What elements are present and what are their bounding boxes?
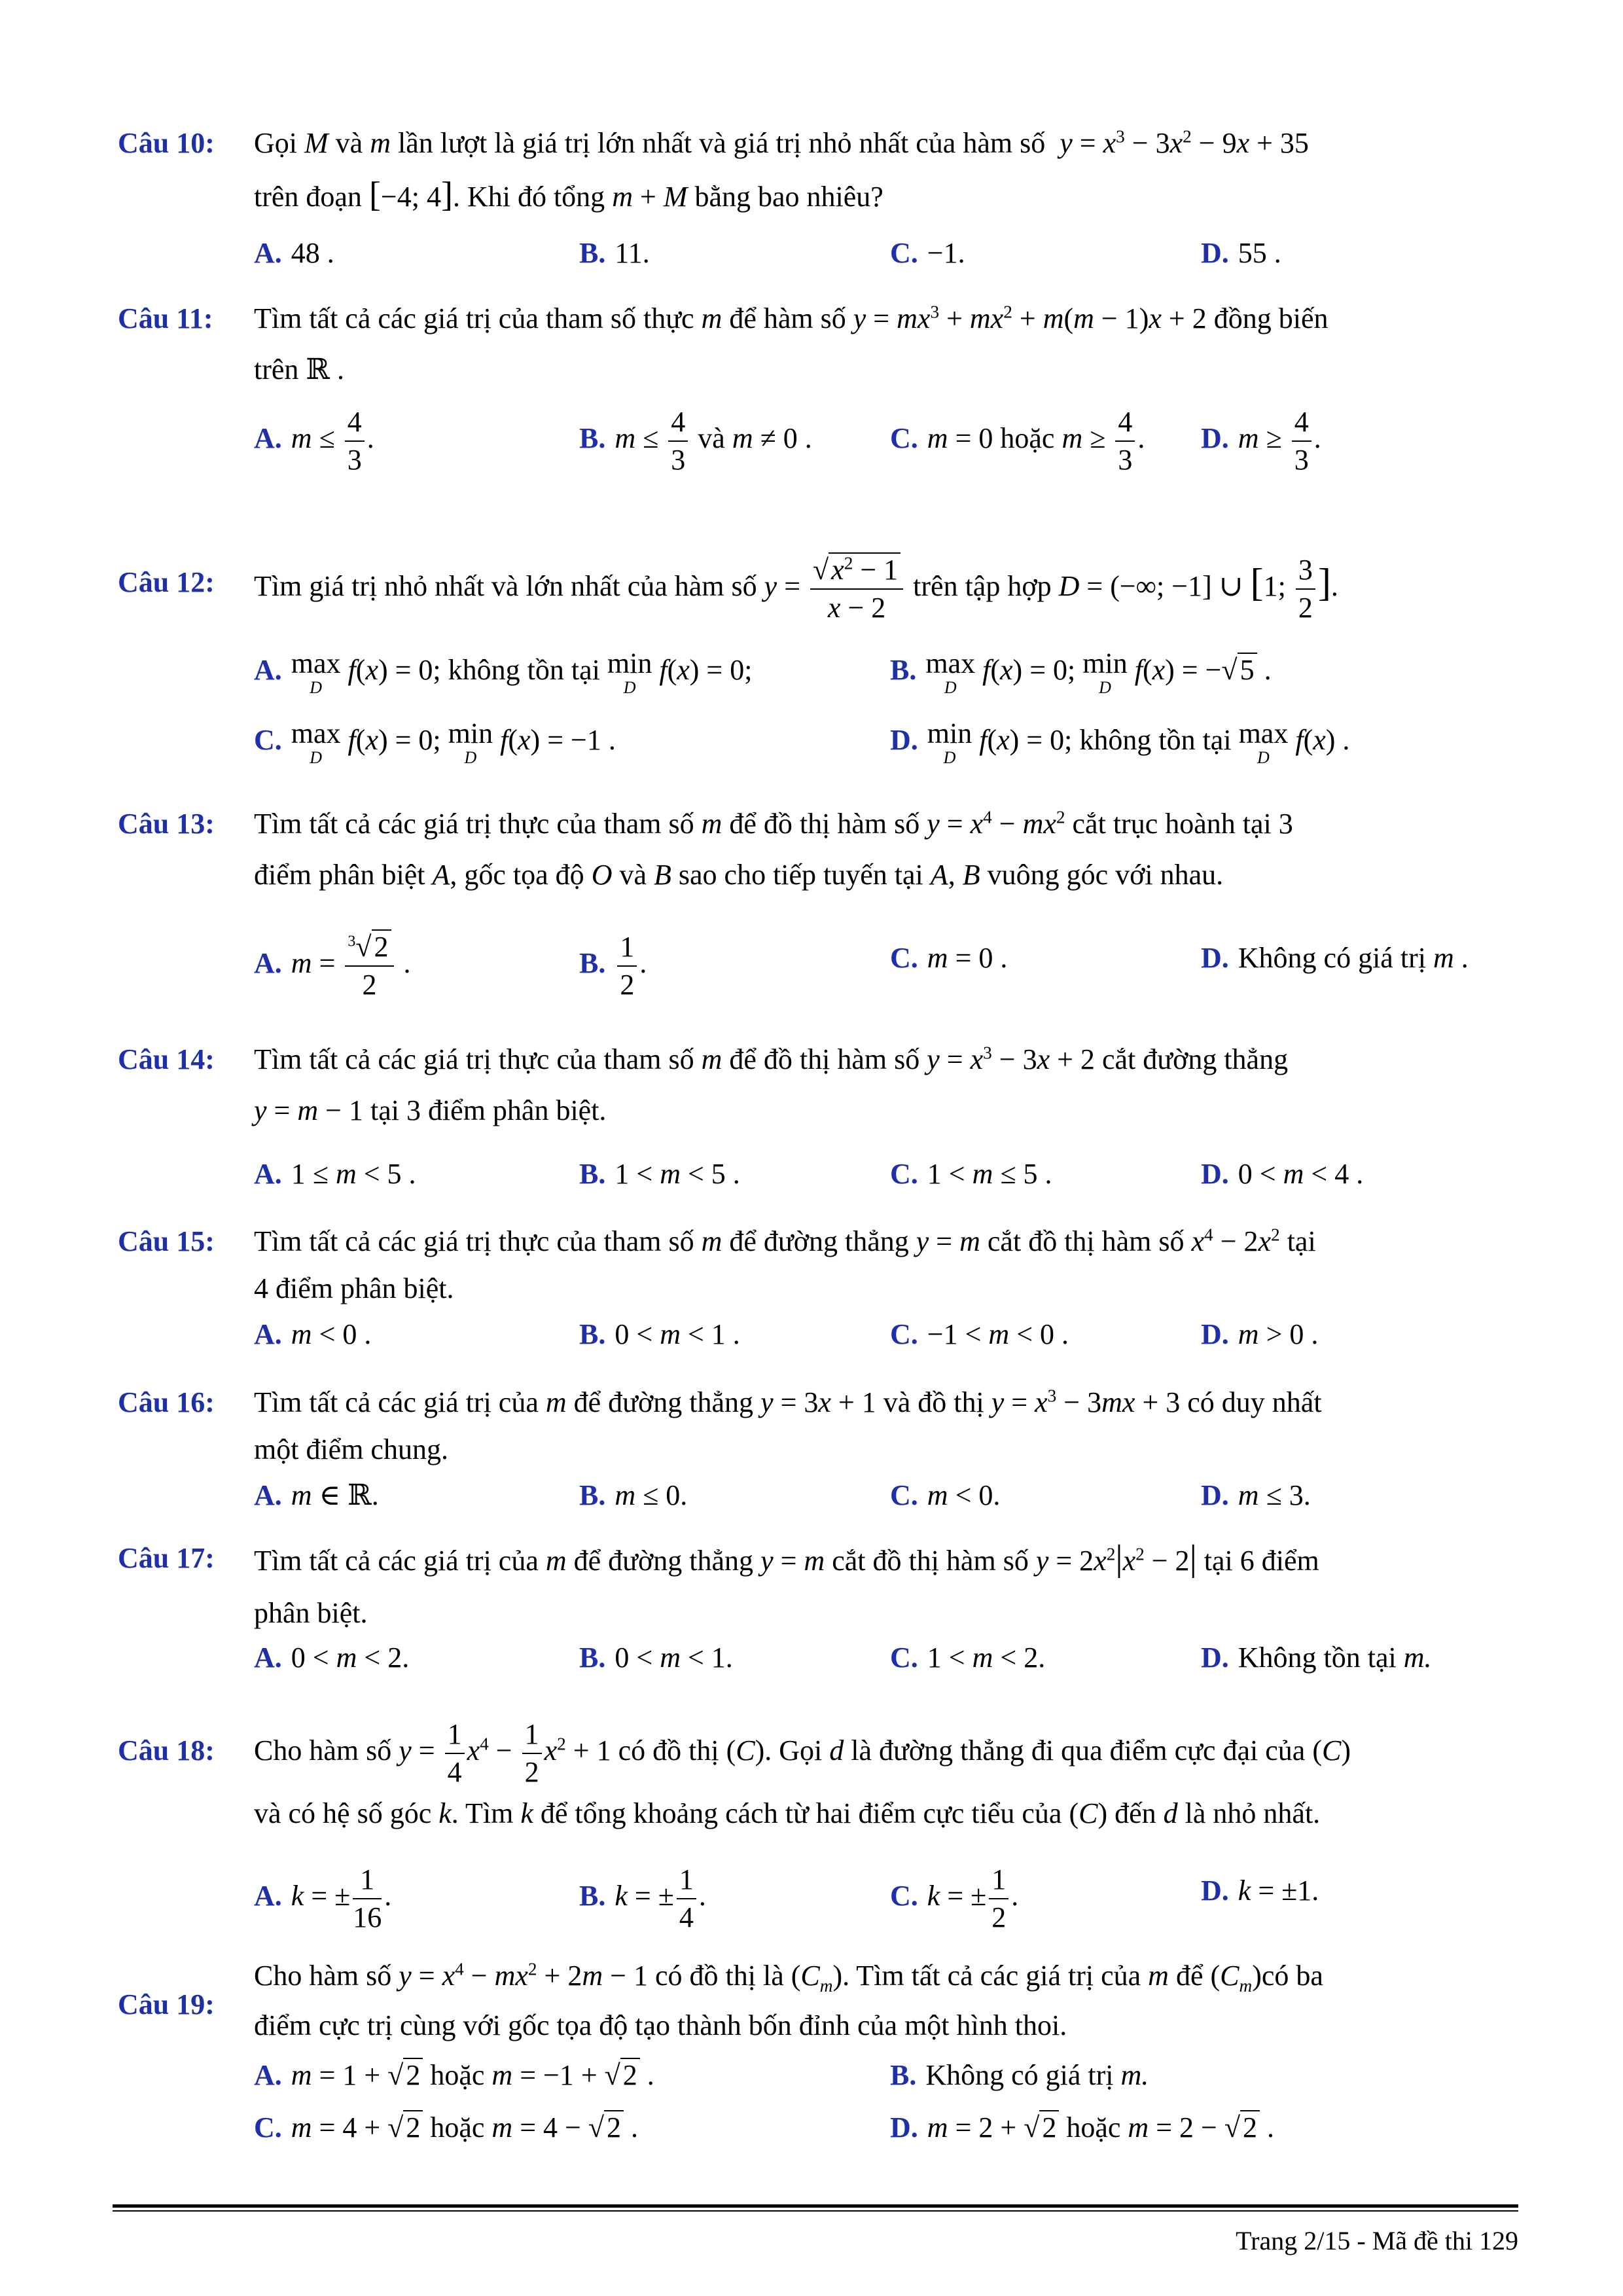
- question-text: Tìm tất cả các giá trị của tham số thực m để hàm số $y = mx^3 + mx^2 + m(m - 1)x + 2$ đồng biến: [254, 302, 1329, 334]
- question-text-line2: y = m − 1 tại 3 điểm phân biệt.: [254, 1094, 607, 1126]
- page-footer: Trang 2/15 - Mã đề thi 129: [1236, 2226, 1518, 2255]
- option-c[interactable]: C. −1.: [890, 237, 965, 269]
- question-text-line2: điểm cực trị cùng với gốc tọa độ tạo thành bốn đỉnh của một hình thoi.: [254, 2009, 1067, 2041]
- question-text: Tìm tất cả các giá trị của m để đường thẳng y = m cắt đồ thị hàm số $y = 2x^2|x^2 - 2|$ tại 6 điểm: [254, 1538, 1319, 1579]
- option-c[interactable]: C. 1 < m ≤ 5 .: [890, 1158, 1052, 1190]
- option-d[interactable]: D. m ≥ $\frac{4}{3}$ .: [1201, 406, 1321, 476]
- question-text: Cho hàm số y = $\frac{1}{4}$ $x^4$ − $\frac{1}{2}$ $x^2 + 1$ có đồ thị (C). Gọi d là đường thẳng đi qua điểm cực đại của (C): [254, 1717, 1351, 1788]
- option-a[interactable]: A. m = $\frac{^3√2}{2}$ .: [254, 931, 411, 1001]
- question-number: Câu 15:: [118, 1225, 215, 1257]
- option-d[interactable]: D. Không tồn tại m.: [1201, 1641, 1432, 1674]
- option-b[interactable]: B. Không có giá trị m.: [890, 2059, 1149, 2091]
- option-a[interactable]: A. 1 ≤ m < 5 .: [254, 1158, 416, 1190]
- option-b[interactable]: B. k = ± $\frac{1}{4}$ .: [579, 1863, 706, 1933]
- question-number: Câu 11:: [118, 302, 213, 334]
- question-text: Tìm tất cả các giá trị của m để đường thẳng y = 3x + 1 và đồ thị $y = x^3 - 3mx + 3$ có duy nhất: [254, 1386, 1322, 1418]
- option-b[interactable]: B. 1 < m < 5 .: [579, 1158, 740, 1190]
- question-10: [118, 118, 1518, 269]
- footer-divider: [113, 2204, 1518, 2208]
- question-number: Câu 19:: [118, 1988, 215, 2020]
- question-15: [118, 1216, 1518, 1350]
- question-14: [118, 1034, 1518, 1190]
- option-b[interactable]: B. 11.: [579, 237, 650, 269]
- option-b[interactable]: B. 0 < m < 1 .: [579, 1318, 740, 1350]
- option-d[interactable]: D. m = 2 + √2 hoặc m = 2 − √2 .: [890, 2111, 1274, 2144]
- question-text-line2: trên ℝ .: [254, 353, 344, 386]
- option-a[interactable]: A. 0 < m < 2.: [254, 1641, 410, 1674]
- question-text: Gọi M và m lần lượt là giá trị lớn nhất và giá trị nhỏ nhất của hàm số $y = x^3 - 3x^2 - 9x + 35$: [254, 126, 1309, 159]
- option-d[interactable]: D. k = ±1.: [1201, 1874, 1319, 1907]
- question-number: Câu 18:: [118, 1734, 215, 1767]
- option-b[interactable]: B. max D f(x) = 0; min D f(x) = −√5 .: [890, 647, 1272, 697]
- question-number: Câu 13:: [118, 808, 215, 840]
- option-a[interactable]: A. m < 0 .: [254, 1318, 372, 1350]
- footer-divider-thin: [113, 2210, 1518, 2212]
- question-text-line2: phân biệt.: [254, 1597, 368, 1629]
- option-c[interactable]: C. m = 0 .: [890, 942, 1008, 974]
- question-text: Tìm tất cả các giá trị thực của tham số m để đường thẳng y = m cắt đồ thị hàm số $x^4 - 2x^2$ tại: [254, 1225, 1316, 1257]
- question-18: [118, 1715, 1518, 1933]
- question-12: [118, 543, 1518, 767]
- option-a[interactable]: A. m ∈ ℝ.: [254, 1479, 379, 1511]
- option-d[interactable]: D. m > 0 .: [1201, 1318, 1319, 1350]
- option-a[interactable]: A. m ≤ $\frac{4}{3}$ .: [254, 406, 374, 476]
- question-text: Tìm tất cả các giá trị thực của tham số m để đồ thị hàm số $y = x^4 - mx^2$ cắt trục hoành tại 3: [254, 807, 1293, 840]
- question-16: [118, 1377, 1518, 1511]
- question-number: Câu 14:: [118, 1043, 215, 1075]
- question-13: [118, 798, 1518, 1001]
- question-text: Tìm tất cả các giá trị thực của tham số m để đồ thị hàm số $y = x^3 - 3x + 2$ cắt đường thẳng: [254, 1043, 1289, 1075]
- question-text-line2: và có hệ số góc k. Tìm k để tổng khoảng cách từ hai điểm cực tiểu của (C) đến d là nhỏ nhất.: [254, 1797, 1321, 1829]
- option-d[interactable]: D. 0 < m < 4 .: [1201, 1158, 1364, 1190]
- question-text: Cho hàm số $y = x^4 - mx^2 + 2m - 1$ có đồ thị là $(C_m)$. Tìm tất cả các giá trị của m để $(C_m)có$ ba: [254, 1959, 1323, 1996]
- question-number: Câu 16:: [118, 1386, 215, 1418]
- question-text-line2: điểm phân biệt A, gốc tọa độ O và B sao cho tiếp tuyến tại A, B vuông góc với nhau.: [254, 859, 1224, 891]
- question-text-line2: 4 điểm phân biệt.: [254, 1272, 454, 1304]
- option-b[interactable]: B. m ≤ 0.: [579, 1479, 688, 1511]
- option-d[interactable]: D. min D f(x) = 0; không tồn tại max D f(x) .: [890, 717, 1350, 767]
- option-c[interactable]: C. max D f(x) = 0; min D f(x) = −1 .: [254, 717, 616, 767]
- option-d[interactable]: D. Không có giá trị m .: [1201, 942, 1469, 974]
- question-text-line2: trên đoạn [−4; 4]. Khi đó tổng m + M bằng bao nhiêu?: [254, 175, 883, 214]
- question-17: [118, 1533, 1518, 1674]
- option-d[interactable]: D. 55 .: [1201, 237, 1281, 269]
- option-a[interactable]: A. m = 1 + √2 hoặc m = −1 + √2 .: [254, 2059, 654, 2091]
- option-c[interactable]: C. m = 4 + √2 hoặc m = 4 − √2 .: [254, 2111, 638, 2144]
- question-number: Câu 17:: [118, 1542, 215, 1574]
- option-c[interactable]: C. −1 < m < 0 .: [890, 1318, 1069, 1350]
- question-11: [118, 293, 1518, 476]
- question-number: Câu 12:: [118, 566, 215, 598]
- option-b[interactable]: B. $\frac{1}{2}$ .: [579, 931, 647, 1001]
- question-number: Câu 10:: [118, 127, 215, 159]
- option-c[interactable]: C. k = ± $\frac{1}{2}$ .: [890, 1863, 1019, 1933]
- question-text-line2: một điểm chung.: [254, 1433, 448, 1465]
- option-a[interactable]: A. 48 .: [254, 237, 334, 269]
- option-b[interactable]: B. m ≤ $\frac{4}{3}$ và m ≠ 0 .: [579, 406, 812, 476]
- option-a[interactable]: A. max D f(x) = 0; không tồn tại min D f(x) = 0;: [254, 647, 753, 697]
- option-a[interactable]: A. k = ± $\frac{1}{16}$ .: [254, 1863, 392, 1933]
- question-text: Tìm giá trị nhỏ nhất và lớn nhất của hàm số y = $\frac{√x^2 - 1}{x - 2}$ trên tập hợp D = (−∞; −1] ∪ [1; $\frac{3}{2}$ ].: [254, 553, 1338, 624]
- option-c[interactable]: C. m < 0.: [890, 1479, 1001, 1511]
- option-b[interactable]: B. 0 < m < 1.: [579, 1641, 733, 1674]
- option-d[interactable]: D. m ≤ 3.: [1201, 1479, 1311, 1511]
- option-c[interactable]: C. 1 < m < 2.: [890, 1641, 1046, 1674]
- option-c[interactable]: C. m = 0 hoặc m ≥ $\frac{4}{3}$ .: [890, 406, 1145, 476]
